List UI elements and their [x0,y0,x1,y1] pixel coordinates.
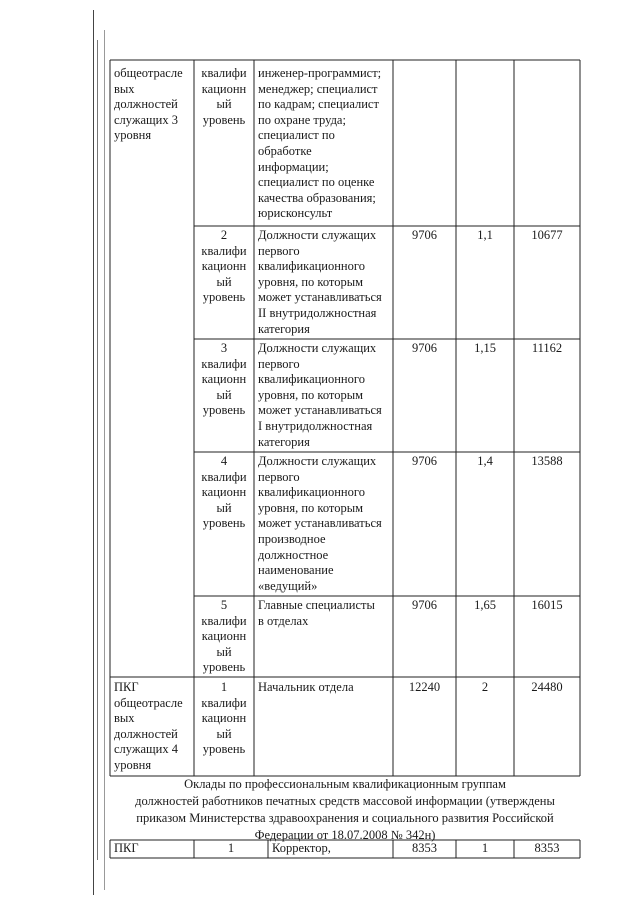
coefficient-cell: 1 [481,841,489,855]
group-cell: ПКГ общеотрасле вых должностей служащих 4 уровня [114,680,183,772]
positions-cell: инженер-программист; менеджер; специалист по кадрам; специалист по охране труда; специалист по обработке информации; специалист по оценке качества образования; юрисконсульт [258,66,382,221]
total-cell: 8353 [534,841,560,855]
positions-cell: Должности служащих первого квалификационного уровня, по которым может устанавливаться I внутридолжностная категория [258,341,382,449]
group-cell: общеотрасле вых должностей служащих 3 уровня [114,66,183,143]
group-cell: ПКГ [114,841,139,855]
salary-cell: 9706 [412,228,437,242]
level-cell: 1 квалифи кационн ый уровень [201,680,247,757]
salary-cell: 9706 [412,454,437,468]
coefficient-cell: 1,4 [477,454,493,468]
total-cell: 10677 [531,228,563,242]
total-cell: 16015 [531,598,563,612]
section-heading: Оклады по профессиональным квалификационным группам должностей работников печатных средств массовой информации (утверждены приказом Министерства здравоохранения и социального развития Российской Федерации от 18.07.2008 № 342н) [135,777,555,842]
salary-cell: 9706 [412,341,437,355]
level-cell: 4 квалифи кационн ый уровень [201,454,247,531]
salary-cell: 8353 [412,841,437,855]
positions-cell: Должности служащих первого квалификационного уровня, по которым может устанавливаться II внутридолжностная категория [258,228,382,336]
positions-cell: Начальник отдела [258,680,354,694]
salary-cell: 9706 [412,598,437,612]
coefficient-cell: 2 [481,680,489,694]
positions-cell: Корректор, [272,841,331,855]
positions-cell: Должности служащих первого квалификационного уровня, по которым может устанавливаться производное должностное наименование «ведущий» [258,454,382,593]
total-cell: 13588 [531,454,563,468]
total-cell: 24480 [531,680,563,694]
total-cell: 11162 [531,341,563,355]
level-cell: 3 квалифи кационн ый уровень [201,341,247,418]
coefficient-cell: 1,1 [477,228,493,242]
level-cell: 2 квалифи кационн ый уровень [201,228,247,305]
level-cell: 1 [227,841,235,855]
coefficient-cell: 1,65 [474,598,496,612]
coefficient-cell: 1,15 [474,341,496,355]
level-cell: квалифи кационн ый уровень [201,66,247,127]
salary-cell: 12240 [408,680,441,694]
level-cell: 5 квалифи кационн ый уровень [201,598,247,675]
positions-cell: Главные специалисты в отделах [258,598,375,628]
